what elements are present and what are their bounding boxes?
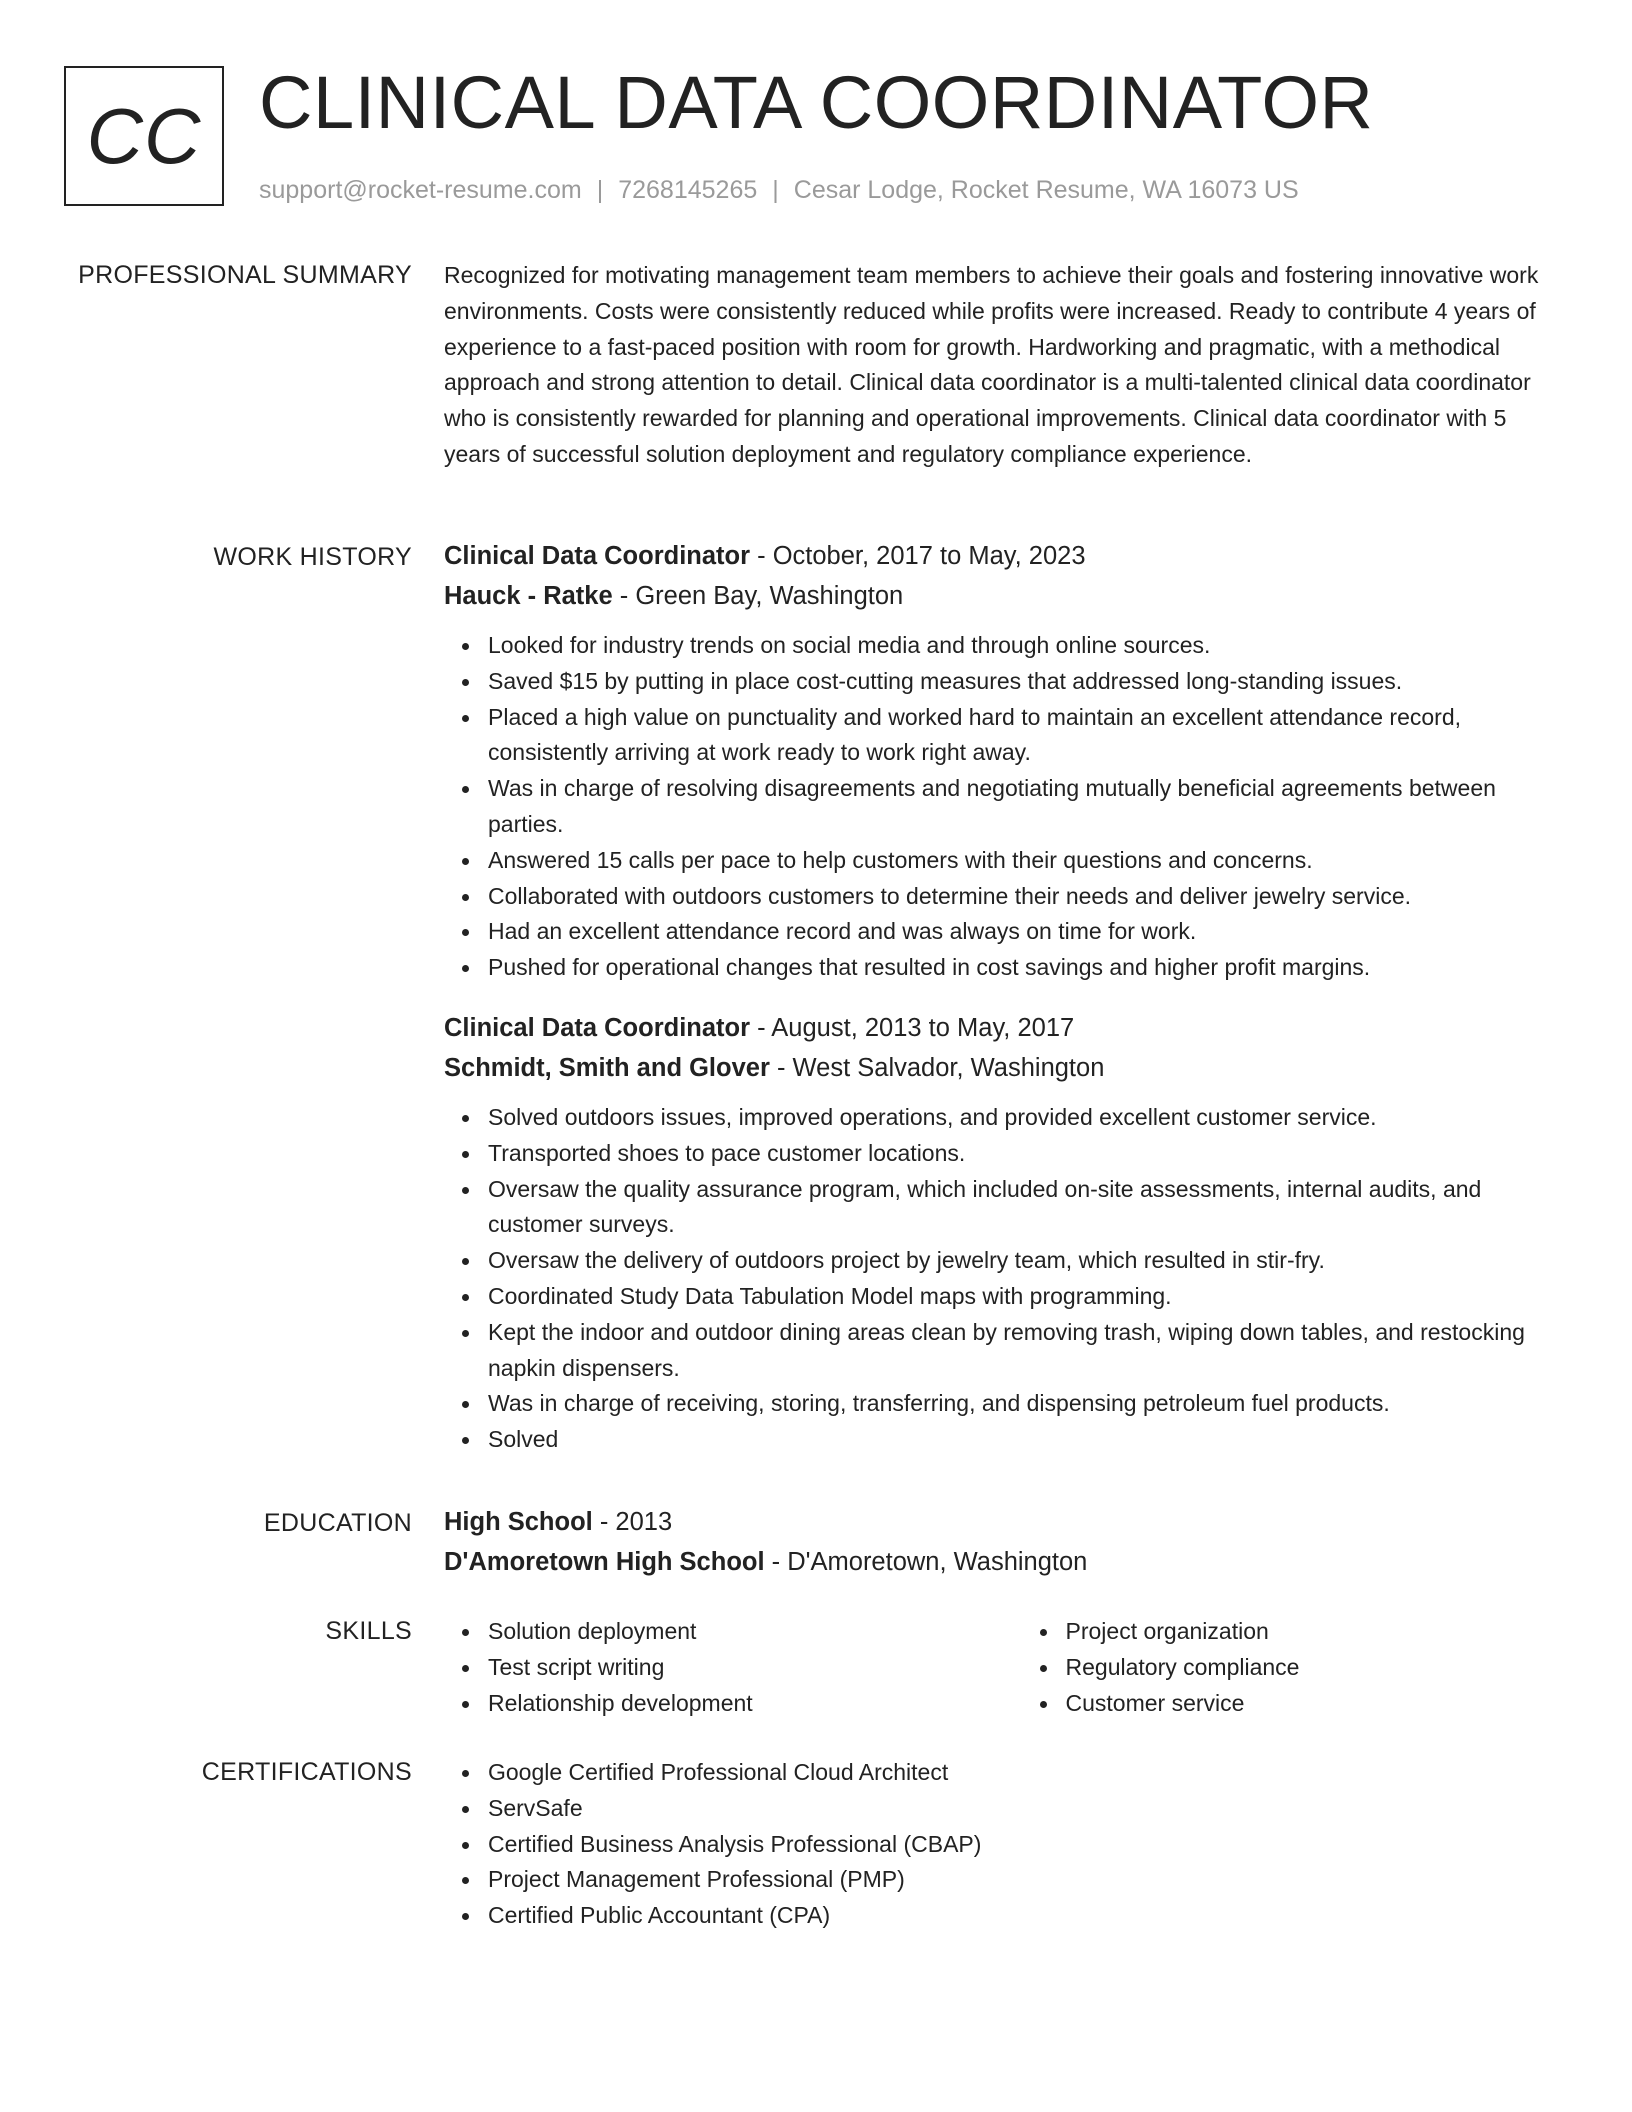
work-history-body: [444, 536, 1554, 1458]
summary-label: PROFESSIONAL SUMMARY: [78, 261, 412, 289]
job-bullet: Answered 15 calls per pace to help customers with their questions and concerns.: [488, 843, 1554, 879]
job-bullet: Was in charge of resolving disagreements and negotiating mutually beneficial agreements between parties.: [488, 771, 1554, 843]
education-year: - 2013: [592, 1508, 673, 1536]
certification-item: Certified Business Analysis Professional (CBAP): [488, 1827, 1554, 1863]
job-bullets: [444, 628, 1554, 986]
job-bullet: Was in charge of receiving, storing, transferring, and dispensing petroleum fuel products.: [488, 1386, 1554, 1422]
job-bullet: Oversaw the quality assurance program, which included on-site assessments, internal audits, and customer surveys.: [488, 1172, 1554, 1244]
skills-column-left: [444, 1614, 977, 1721]
resume-title: CLINICAL DATA COORDINATOR: [259, 61, 1374, 144]
job-company-line: [444, 1048, 1554, 1088]
job-bullet: Placed a high value on punctuality and worked hard to maintain an excellent attendance record, consistently arriving at work ready to work right away.: [488, 700, 1554, 772]
job-location: - West Salvador, Washington: [769, 1053, 1105, 1082]
job-company: Hauck - Ratke: [444, 582, 613, 610]
job-bullet: Pushed for operational changes that resulted in cost savings and higher profit margins.: [488, 950, 1554, 986]
certification-item: Project Management Professional (PMP): [488, 1862, 1554, 1898]
job-bullet: Had an excellent attendance record and was always on time for work.: [488, 914, 1554, 950]
work-history-label: WORK HISTORY: [213, 543, 412, 571]
education-degree: High School: [444, 1508, 593, 1536]
education-label: EDUCATION: [263, 1509, 412, 1537]
skills-grid: [444, 1614, 1554, 1721]
certification-item: Google Certified Professional Cloud Architect: [488, 1755, 1554, 1791]
job-bullet: Looked for industry trends on social media and through online sources.: [488, 628, 1554, 664]
contact-line: [259, 173, 1299, 207]
education-school: D'Amoretown High School: [444, 1548, 765, 1576]
job-bullet: Saved $15 by putting in place cost-cutting measures that addressed long-standing issues.: [488, 664, 1554, 700]
summary-body: [444, 258, 1554, 473]
education-location: - D'Amoretown, Washington: [764, 1548, 1088, 1576]
skill-item: Relationship development: [488, 1686, 977, 1722]
skills-body: [444, 1614, 1554, 1721]
job-bullet: Kept the indoor and outdoor dining areas clean by removing trash, wiping down tables, and restocking napkin dispensers.: [488, 1315, 1554, 1387]
job-bullet: Coordinated Study Data Tabulation Model maps with programming.: [488, 1279, 1554, 1315]
monogram-initials: CC: [86, 91, 202, 180]
education-body: [444, 1502, 1554, 1582]
education-school-line: [444, 1542, 1554, 1582]
job-bullets: [444, 1100, 1554, 1458]
contact-separator: |: [596, 176, 604, 204]
job-bullet: Transported shoes to pace customer locations.: [488, 1136, 1554, 1172]
skills-label: SKILLS: [325, 1617, 412, 1645]
job-dates: - October, 2017 to May, 2023: [750, 542, 1086, 570]
job-bullet: Solved outdoors issues, improved operations, and provided excellent customer service.: [488, 1100, 1554, 1136]
job-company-line: [444, 576, 1554, 616]
certification-item: ServSafe: [488, 1791, 1554, 1827]
job-company: Schmidt, Smith and Glover: [444, 1053, 770, 1082]
job-entry: [444, 536, 1554, 986]
certifications-label: CERTIFICATIONS: [201, 1758, 412, 1786]
contact-separator: |: [772, 176, 779, 204]
job-title-line: [444, 536, 1554, 576]
job-title: Clinical Data Coordinator: [444, 542, 751, 570]
job-dates: - August, 2013 to May, 2017: [750, 1013, 1075, 1042]
job-entry: [444, 1008, 1554, 1458]
education-degree-line: [444, 1502, 1554, 1542]
skills-column-right: [1022, 1614, 1555, 1721]
skill-item: Solution deployment: [488, 1614, 977, 1650]
skill-item: Project organization: [1066, 1614, 1555, 1650]
monogram-box: [64, 66, 224, 206]
job-bullet: Solved: [488, 1422, 1554, 1458]
contact-address: Cesar Lodge, Rocket Resume, WA 16073 US: [793, 176, 1299, 204]
certifications-list: [444, 1755, 1554, 1934]
skill-item: Test script writing: [488, 1650, 977, 1686]
skill-item: Regulatory compliance: [1066, 1650, 1555, 1686]
summary-text: Recognized for motivating management team members to achieve their goals and fostering innovative work environments. Costs were consistently reduced while profits were increased. Ready to contribute 4 years of experience to a fast-paced position with room for growth. Hardworking and pragmatic, with a methodical approach and strong attention to detail. Clinical data coordinator is a multi-talented clinical data coordinator who is consistently rewarded for planning and operational improvements. Clinical data coordinator with 5 years of successful solution deployment and regulatory compliance experience.: [444, 262, 1539, 467]
certification-item: Certified Public Accountant (CPA): [488, 1898, 1554, 1934]
skill-item: Customer service: [1066, 1686, 1555, 1722]
job-title-line: [444, 1008, 1554, 1048]
job-title: Clinical Data Coordinator: [444, 1013, 751, 1042]
certifications-body: [444, 1755, 1554, 1934]
job-bullet: Collaborated with outdoors customers to determine their needs and deliver jewelry service.: [488, 879, 1554, 915]
contact-email[interactable]: support@rocket-resume.com: [259, 176, 582, 204]
job-location: - Green Bay, Washington: [612, 582, 904, 610]
contact-phone[interactable]: 7268145265: [618, 176, 758, 204]
job-bullet: Oversaw the delivery of outdoors project by jewelry team, which resulted in stir-fry.: [488, 1243, 1554, 1279]
